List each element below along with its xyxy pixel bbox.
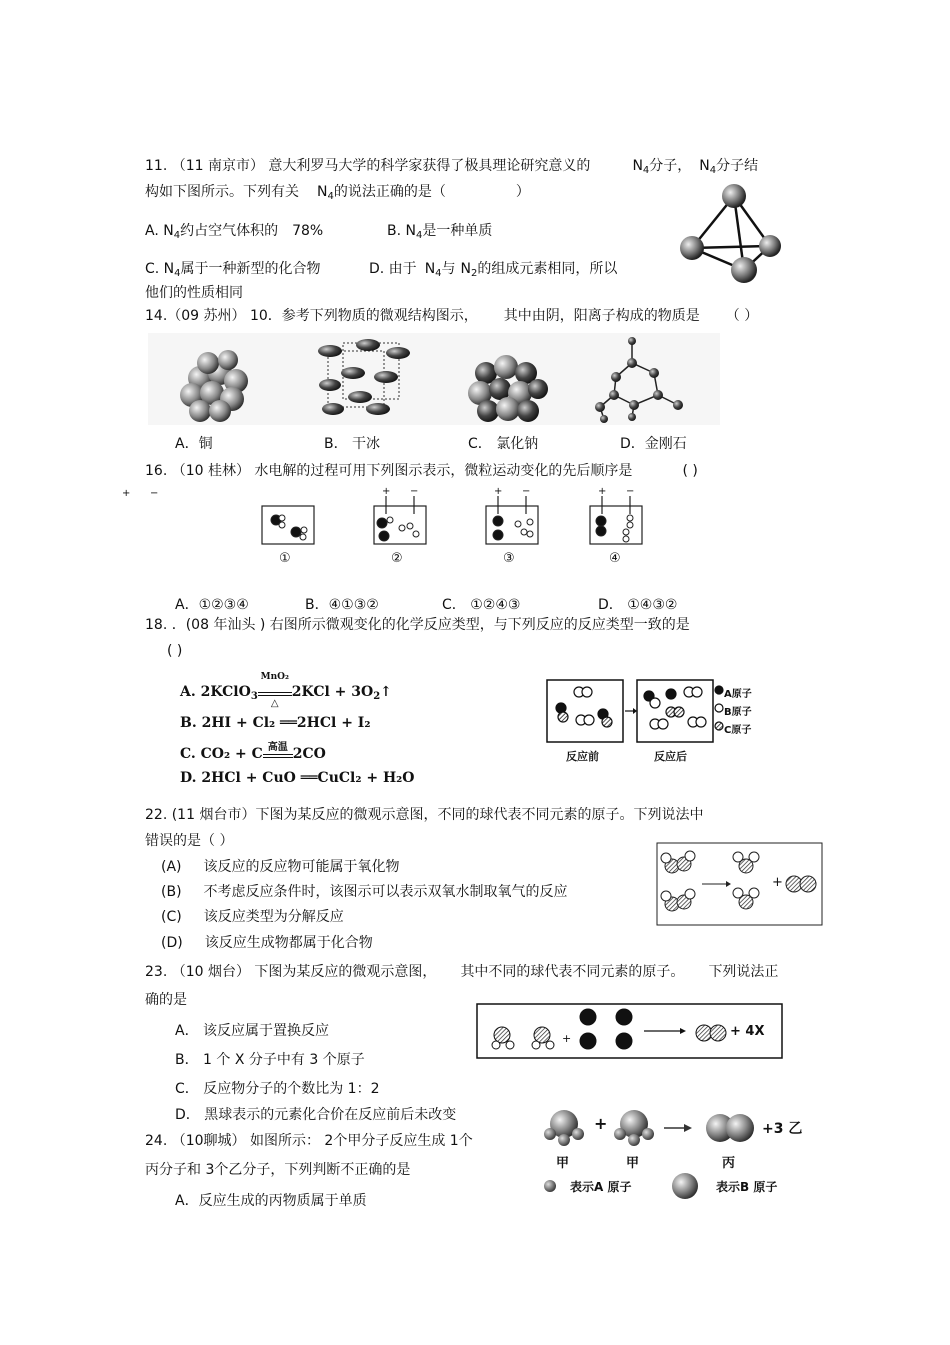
q18-legend-b: B原子 xyxy=(724,707,752,718)
n4-molecule-figure xyxy=(672,178,792,290)
q16-minus-4: − xyxy=(626,486,635,497)
q24-plus-sign: + xyxy=(594,1114,608,1133)
q23-plus-sign: + xyxy=(562,1032,572,1045)
q23-option-a: A． 该反应属于置换反应 xyxy=(175,1023,330,1039)
q11-option-b: B. $N_4$是一种单质 xyxy=(387,223,493,241)
q22-option-a: (A) 该反应的反应物可能属于氧化物 xyxy=(161,859,400,875)
q14-option-a: A．铜 xyxy=(175,436,213,452)
q16-plus-3: + xyxy=(494,486,503,497)
q16-plus-4: + xyxy=(598,486,607,497)
q18-equation-b: B. 2HI + Cl₂ ══2HCl + I₂ xyxy=(180,715,371,731)
q18-after-label: 反应后 xyxy=(654,750,687,763)
q24-stem2: 丙分子和 3个乙分子，下列判断不正确的是 xyxy=(145,1162,411,1178)
q23-option-b: B． 1 个 X 分子中有 3 个原子 xyxy=(175,1052,365,1068)
q22-option-b: (B) 不考虑反应条件时，该图示可以表示双氧水制取氧气的反应 xyxy=(161,884,568,900)
q18-legend-c: C原子 xyxy=(724,725,752,736)
q16-minus-label: − xyxy=(410,486,419,497)
q18-before-label: 反应前 xyxy=(566,750,599,763)
q16-label-4: ④ xyxy=(609,551,621,566)
q23-option-d: D． 黑球表示的元素化合价在反应前后未改变 xyxy=(175,1107,457,1123)
q18-paren: ( ) xyxy=(167,643,183,659)
molecule-jia-1 xyxy=(544,1110,584,1146)
q11-option-d-cont: 他们的性质相同 xyxy=(145,285,243,301)
q16-option-c: C． ①②④③ xyxy=(442,597,521,613)
q22-stem: 22. (11 烟台市）下图为某反应的微观示意图，不同的球代表不同元素的原子。下列说法中 xyxy=(145,807,704,823)
q16-plus-2: + xyxy=(122,488,131,499)
q16-label-3: ③ xyxy=(503,551,515,566)
q16-stem: 16. （10 桂林） 水电解的过程可用下列图示表示，微粒运动变化的先后顺序是 ( ) xyxy=(145,463,698,479)
q11-option-d: D. 由于 $N_4$与 $N_2$的组成元素相同，所以 xyxy=(369,261,618,279)
q16-plus-label: + xyxy=(382,486,391,497)
q16-electrolysis-figure xyxy=(260,488,650,568)
q16-minus-3: − xyxy=(522,486,531,497)
q14-option-b: B． 干冰 xyxy=(324,436,381,452)
q18-equation-c: C. CO₂ + C 高温 2CO xyxy=(180,742,326,762)
q11-option-a: A. $N_4$约占空气体积的 78% xyxy=(145,223,324,241)
q24-option-a: A．反应生成的丙物质属于单质 xyxy=(175,1193,367,1209)
q24-yi-label: +3 乙 xyxy=(762,1121,803,1137)
q22-plus-sign: + xyxy=(772,875,783,890)
q14-stem: 14.（09 苏州） 10．参考下列物质的微观结构图示， 其中由阴，阳离子构成的物质是 （ ） xyxy=(145,308,759,324)
q11-line2: 构如下图所示。下列有关 $N_4$的说法正确的是（ ） xyxy=(145,184,530,202)
q11-option-c: C. $N_4$属于一种新型的化合物 xyxy=(145,261,321,279)
q22-reaction-figure xyxy=(656,842,824,926)
q16-minus-2: − xyxy=(150,488,159,499)
q18-stem: 18. ．(08 年汕头 ) 右图所示微观变化的化学反应类型，与下列反应的反应类型一致的是 xyxy=(145,617,690,633)
q24-legend-a: 表示A 原子 xyxy=(570,1180,632,1194)
q14-option-c: C． 氯化钠 xyxy=(468,436,539,452)
q14-structures-figure xyxy=(148,333,720,425)
q23-stem: 23. （10 烟台） 下图为某反应的微观示意图， 其中不同的球代表不同元素的原子。 下列说法正 xyxy=(145,964,779,980)
molecule-bing xyxy=(706,1114,754,1142)
q18-equation-d: D. 2HCl + CuO ══CuCl₂ + H₂O xyxy=(180,770,415,786)
q22-stem2: 错误的是（ ） xyxy=(145,833,234,849)
q14-option-d: D．金刚石 xyxy=(620,436,687,452)
q16-option-d: D． ①④③② xyxy=(598,597,678,613)
q23-stem2: 确的是 xyxy=(145,992,187,1008)
q23-product-4x: + 4X xyxy=(730,1024,765,1039)
q22-option-d: (D) 该反应生成物都属于化合物 xyxy=(161,935,373,951)
molecule-jia-2 xyxy=(614,1110,654,1146)
q24-stem: 24. （10聊城） 如图所示： 2个甲分子反应生成 1个 xyxy=(145,1133,473,1149)
q18-legend-a: A原子 xyxy=(724,689,752,700)
q24-bing-label: 丙 xyxy=(722,1156,736,1171)
q24-legend-b: 表示B 原子 xyxy=(716,1180,778,1194)
q11-line1: 11. （11 南京市） 意大利罗马大学的科学家获得了极具理论研究意义的 $N_4$分子， $N_4$分子结 xyxy=(145,158,759,176)
q24-jia-label-1: 甲 xyxy=(556,1156,570,1171)
q23-option-c: C． 反应物分子的个数比为 1：2 xyxy=(175,1081,380,1097)
q22-option-c: (C) 该反应类型为分解反应 xyxy=(161,909,344,925)
q16-option-a: A．①②③④ xyxy=(175,597,249,613)
q16-label-1: ① xyxy=(279,551,291,566)
q16-label-2: ② xyxy=(391,551,403,566)
q16-option-b: B．④①③② xyxy=(305,597,379,613)
q24-jia-label-2: 甲 xyxy=(626,1156,640,1171)
q18-equation-a: A. 2KClO$_3$ MnO₂ △ $2KCl + 3O_2↑$ xyxy=(180,672,392,709)
